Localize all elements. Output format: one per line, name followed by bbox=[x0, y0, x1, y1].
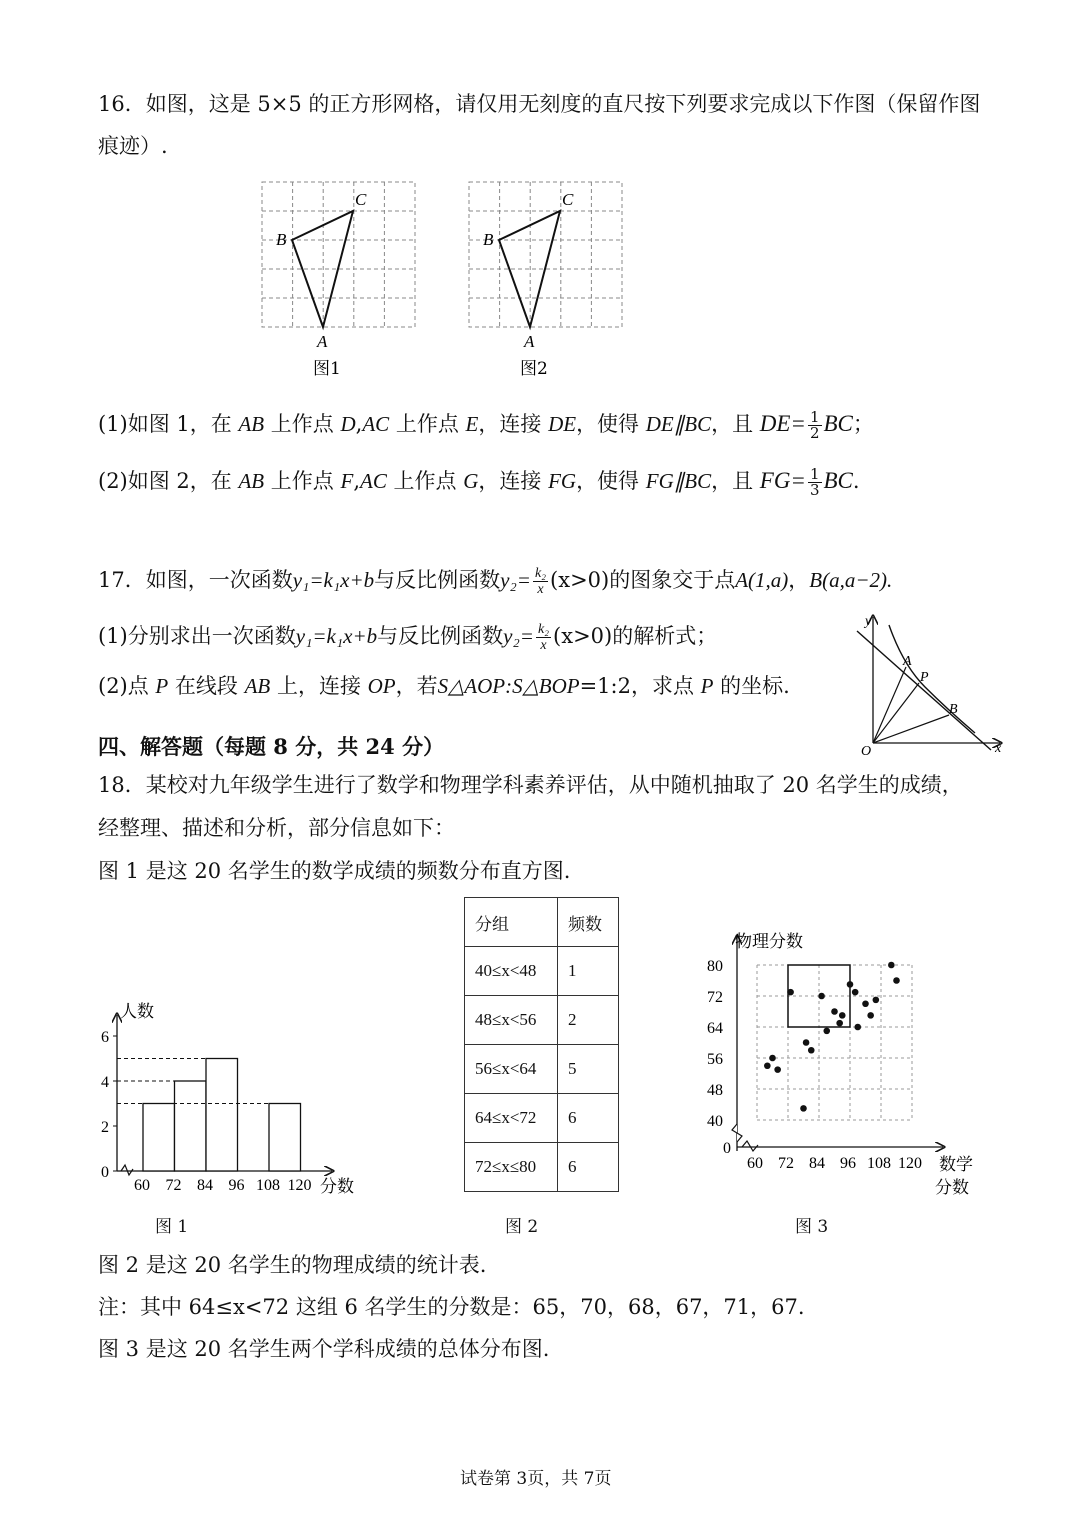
label-C-fig2: C bbox=[562, 190, 574, 209]
grid-fig2 bbox=[469, 182, 622, 327]
scatter-point bbox=[854, 1024, 861, 1031]
q18-line3: 图 1 是这 20 名学生的数学成绩的频数分布直方图. bbox=[98, 859, 571, 883]
q17-line3: (2)点 P 在线段 AB 上，连接 OP，若S△AOP:S△BOP=1:2，求点 P 的坐标. bbox=[98, 674, 790, 698]
scatter-point bbox=[852, 989, 859, 996]
hist-bar bbox=[206, 1059, 238, 1172]
scatter-xtick-label: 108 bbox=[867, 1155, 891, 1172]
q17-line2: (1)分别求出一次函数y₁=k₁x+b与反比例函数y₂= $\frac{\text{k₂}}{x}$ (x>0)的解析式； bbox=[98, 622, 718, 653]
q18-line1: 18．某校对九年级学生进行了数学和物理学科素养评估，从中随机抽取了 20 名学生的成绩， bbox=[98, 773, 963, 797]
scatter-point bbox=[808, 1047, 815, 1054]
scatter-ytick-label: 56 bbox=[707, 1051, 723, 1068]
grid-fig1 bbox=[262, 182, 415, 327]
q16-intro-line1: 16．如图，这是 5×5 的正方形网格，请仅用无刻度的直尺按下列要求完成以下作图（保留作图 bbox=[98, 92, 981, 116]
graph-label-A: A bbox=[903, 654, 912, 669]
table-cell-group: 72≤x≤80 bbox=[465, 1143, 558, 1192]
scatter-ylabel: 物理分数 bbox=[735, 932, 803, 952]
scatter-xlabel-2: 分数 bbox=[935, 1178, 969, 1198]
scatter-point bbox=[888, 962, 895, 969]
scatter-point bbox=[800, 1105, 807, 1112]
graph-label-O: O bbox=[861, 744, 872, 759]
section4-title: 四、解答题（每题 8 分，共 24 分） bbox=[98, 734, 445, 759]
table-cell-freq: 1 bbox=[558, 947, 619, 996]
scatter-point bbox=[803, 1039, 810, 1046]
scatter-point bbox=[836, 1020, 843, 1027]
table-header-group: 分组 bbox=[465, 898, 558, 947]
table-cell-freq: 2 bbox=[558, 996, 619, 1045]
label-C-fig1: C bbox=[355, 190, 367, 209]
math-histogram bbox=[90, 995, 370, 1205]
scores-scatter bbox=[695, 925, 995, 1205]
table-cell-freq: 6 bbox=[558, 1094, 619, 1143]
hist-xtick-label: 96 bbox=[228, 1177, 245, 1194]
hist-bar bbox=[269, 1104, 301, 1172]
hist-ytick-label: 0 bbox=[101, 1164, 109, 1181]
label-A-fig1: A bbox=[317, 332, 328, 351]
table-row bbox=[465, 996, 619, 1045]
q18-fig1-caption: 图 1 bbox=[155, 1217, 189, 1237]
q17-line1: 17．如图，一次函数y₁=k₁x+b与反比例函数y₂= $\frac{\text{k₂}}{x}$ (x>0)的图象交于点A(1,a)，B(a,a−2). bbox=[98, 566, 893, 597]
graph-label-x: x bbox=[995, 741, 1002, 756]
scatter-point bbox=[769, 1055, 776, 1062]
hist-xtick-label: 60 bbox=[134, 1177, 150, 1194]
scatter-point bbox=[831, 1008, 838, 1015]
q16-part2: (2)如图 2，在 AB 上作点 F,AC 上作点 G，连接 FG，使得 FG∥BC，且 FG= $\frac{1}{3}$ BC. bbox=[98, 465, 860, 499]
hist-ytick-label: 4 bbox=[101, 1074, 109, 1091]
scatter-point bbox=[818, 993, 825, 1000]
table-header-freq: 频数 bbox=[558, 898, 619, 947]
scatter-point bbox=[774, 1066, 781, 1073]
hist-xlabel: 分数 bbox=[320, 1177, 354, 1197]
q18-line5: 注：其中 64≤x<72 这组 6 名学生的分数是：65，70，68，67，71，67. bbox=[98, 1295, 805, 1319]
scatter-xtick-label: 84 bbox=[809, 1155, 825, 1172]
table-row bbox=[465, 1094, 619, 1143]
hist-xtick-label: 72 bbox=[165, 1177, 182, 1194]
scatter-point bbox=[847, 981, 854, 988]
hist-xtick-label: 84 bbox=[197, 1177, 213, 1194]
triangle-abc-fig1 bbox=[292, 211, 353, 327]
q16-grid-figures bbox=[240, 170, 640, 390]
q16-intro-line2: 痕迹）. bbox=[98, 134, 168, 158]
scatter-ytick-label: 0 bbox=[723, 1140, 731, 1157]
label-B-fig2: B bbox=[483, 230, 494, 249]
scatter-point bbox=[893, 977, 900, 984]
scatter-point bbox=[873, 997, 880, 1004]
scatter-point bbox=[823, 1028, 830, 1035]
table-cell-freq: 5 bbox=[558, 1045, 619, 1094]
scatter-point bbox=[867, 1012, 874, 1019]
hist-ytick-label: 6 bbox=[101, 1029, 109, 1046]
hist-bar bbox=[143, 1104, 175, 1172]
hyperbola bbox=[889, 625, 975, 733]
hist-ylabel: 人数 bbox=[120, 1002, 154, 1022]
q18-fig3-caption: 图 3 bbox=[795, 1217, 829, 1237]
segment-OA bbox=[873, 667, 906, 743]
table-cell-freq: 6 bbox=[558, 1143, 619, 1192]
scatter-ytick-label: 72 bbox=[707, 989, 723, 1006]
hist-ytick-label: 2 bbox=[101, 1119, 109, 1136]
graph-label-B: B bbox=[949, 702, 958, 717]
hist-xtick-label: 120 bbox=[287, 1177, 312, 1194]
axis-break-x-icon bbox=[742, 1141, 758, 1151]
scatter-point bbox=[839, 1012, 846, 1019]
graph-label-P: P bbox=[920, 670, 929, 685]
scatter-xlabel-1: 数学 bbox=[939, 1155, 973, 1175]
table-row bbox=[465, 947, 619, 996]
scatter-xtick-label: 60 bbox=[747, 1155, 763, 1172]
hist-bar bbox=[175, 1081, 207, 1171]
axis-break-icon bbox=[121, 1165, 133, 1175]
physics-table bbox=[464, 897, 619, 1192]
scatter-ytick-label: 48 bbox=[707, 1082, 723, 1099]
q18-line2: 经整理、描述和分析，部分信息如下： bbox=[98, 816, 455, 840]
scatter-xtick-label: 96 bbox=[840, 1155, 856, 1172]
q18-fig2-caption: 图 2 bbox=[505, 1217, 539, 1237]
triangle-abc-fig2 bbox=[499, 211, 560, 327]
q16-part1: (1)如图 1，在 AB 上作点 D,AC 上作点 E，连接 DE，使得 DE∥BC，且 DE= $\frac{1}{2}$ BC； bbox=[98, 408, 874, 442]
caption-fig2: 图2 bbox=[520, 359, 548, 379]
table-row bbox=[465, 1045, 619, 1094]
label-A-fig2: A bbox=[524, 332, 535, 351]
q18-line6: 图 3 是这 20 名学生两个学科成绩的总体分布图. bbox=[98, 1337, 550, 1361]
scatter-ytick-label: 80 bbox=[707, 958, 723, 975]
scatter-ytick-label: 40 bbox=[707, 1113, 723, 1130]
q17-graph bbox=[845, 605, 1010, 765]
scatter-xtick-label: 120 bbox=[898, 1155, 922, 1172]
table-cell-group: 48≤x<56 bbox=[465, 996, 558, 1045]
table-cell-group: 40≤x<48 bbox=[465, 947, 558, 996]
scatter-xtick-label: 72 bbox=[778, 1155, 794, 1172]
label-B-fig1: B bbox=[276, 230, 287, 249]
scatter-point bbox=[862, 1000, 869, 1007]
caption-fig1: 图1 bbox=[313, 359, 341, 379]
scatter-point bbox=[764, 1062, 771, 1069]
graph-label-y: y bbox=[865, 614, 872, 629]
table-cell-group: 64≤x<72 bbox=[465, 1094, 558, 1143]
hist-xtick-label: 108 bbox=[256, 1177, 280, 1194]
table-cell-group: 56≤x<64 bbox=[465, 1045, 558, 1094]
q18-line4: 图 2 是这 20 名学生的物理成绩的统计表. bbox=[98, 1253, 487, 1277]
table-row bbox=[465, 1143, 619, 1192]
scatter-point bbox=[787, 989, 794, 996]
table-header-row bbox=[465, 898, 619, 947]
footer-page: 试卷第 3页，共 7页 bbox=[460, 1469, 612, 1489]
scatter-ytick-label: 64 bbox=[707, 1020, 723, 1037]
axis-break-y-icon bbox=[732, 1124, 742, 1142]
